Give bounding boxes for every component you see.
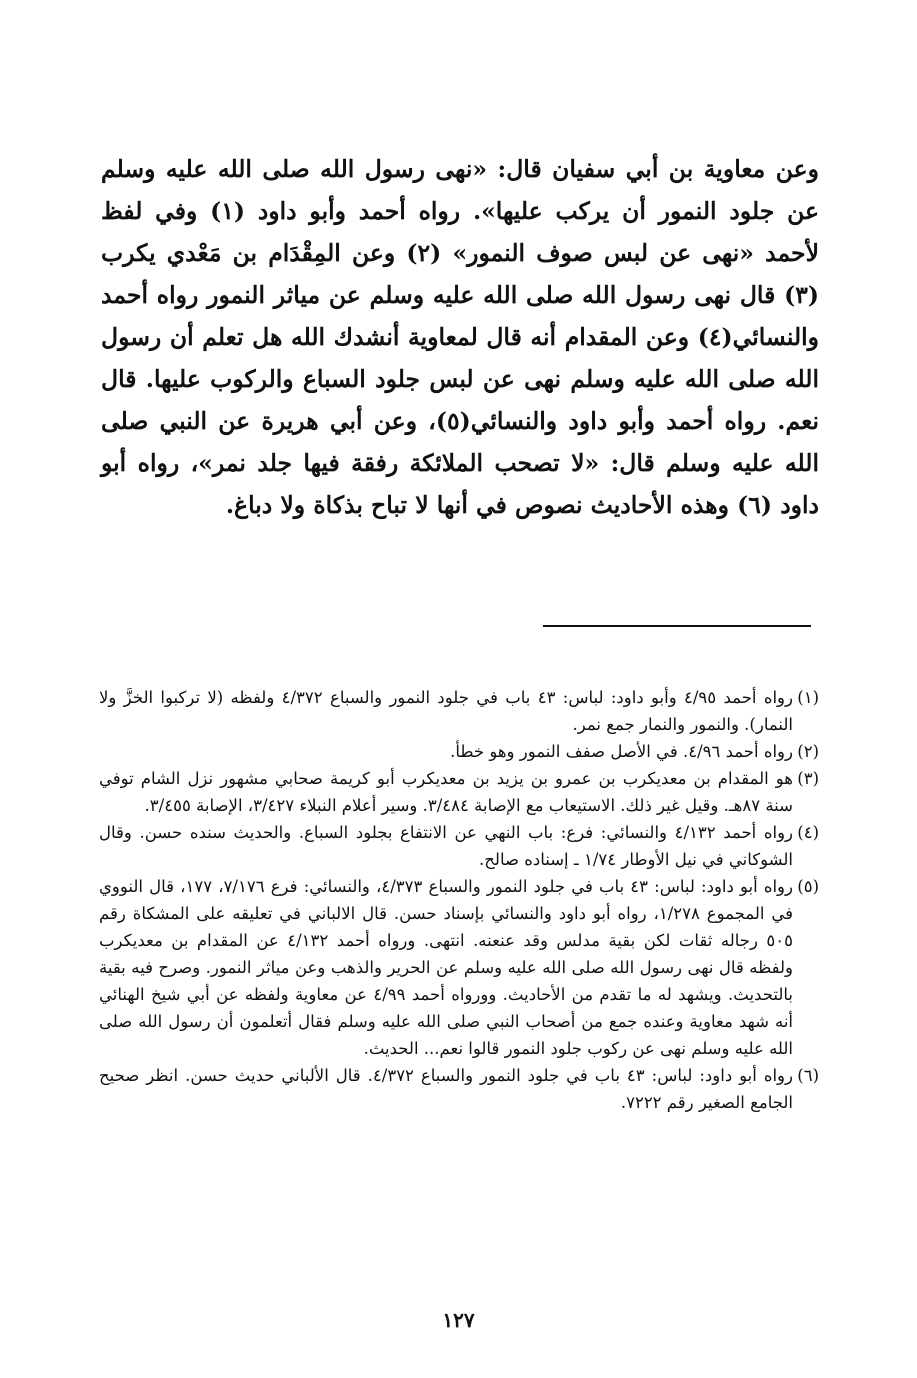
footnote-number: (٣) <box>797 769 819 788</box>
footnote-separator <box>543 625 811 627</box>
footnote-text: رواه أحمد ٤/٩٥ وأبو داود: لباس: ٤٣ باب في جلود النمور والسباع ٤/٣٧٢ ولفظه (لا تركبوا الخزَّ ولا النمار). والنمور والنمار جمع نمر. <box>99 688 793 734</box>
footnote-5 <box>99 873 819 1062</box>
footnote-text: رواه أحمد ٤/٩٦. في الأصل صفف النمور وهو خطأ. <box>450 742 793 761</box>
page-number: ١٢٧ <box>442 1308 475 1332</box>
footnote-text: هو المقدام بن معديكرب بن عمرو بن يزيد بن معديكرب أبو كريمة صحابي مشهور نزل الشام توفي سنة ٨٧هـ. وقيل غير ذلك. الاستيعاب مع الإصابة ٣/٤٨٤. وسير أعلام النبلاء ٣/٤٢٧، الإصابة ٣/٤٥٥. <box>99 769 793 815</box>
footnote-4 <box>99 819 819 873</box>
footnotes-list <box>99 684 819 1116</box>
footnote-text: رواه أبو داود: لباس: ٤٣ باب في جلود النمور والسباع ٤/٣٧٣، والنسائي: فرع ٧/١٧٦، ١٧٧، قال النووي في المجموع ١/٢٧٨، رواه أبو داود والنسائي بإسناد حسن. قال الالباني في تعليقه على المشكاة رقم ٥٠٥ رجاله ثقات لكن بقية مدلس وقد عنعنه. انتهى. ورواه أحمد ٤/١٣٢ عن المقدام بن معديكرب ولفظه قال نهى رسول الله صلى الله عليه وسلم عن الحرير والذهب وعن مياثر النمور. وصرح فيه بقية بالتحديث. ويشهد له ما تقدم من الأحاديث. وورواه أحمد ٤/٩٩ عن معاوية ولفظه عن أبي شيخ الهنائي أنه شهد معاوية وعنده جمع من أصحاب النبي صلى الله عليه وسلم فقال أتعلمون أن رسول الله صلى الله عليه وسلم نهى عن ركوب جلود النمور قالوا نعم... الحديث. <box>99 877 794 1058</box>
main-paragraph: وعن معاوية بن أبي سفيان قال: «نهى رسول الله صلى الله عليه وسلم عن جلود النمور أن يركب عليها». رواه أحمد وأبو داود (١) وفي لفظ لأحمد «نهى عن لبس صوف النمور» (٢) وعن المِقْدَام بن مَعْدي يكرب (٣) قال نهى رسول الله صلى الله عليه وسلم عن مياثر النمور رواه أحمد والنسائي(٤) وعن المقدام أنه قال لمعاوية أنشدك الله هل تعلم أن رسول الله صلى الله عليه وسلم نهى عن لبس جلود السباع والركوب عليها. قال نعم. رواه أحمد وأبو داود والنسائي(٥)، وعن أبي هريرة عن النبي صلى الله عليه وسلم قال: «لا تصحب الملائكة رفقة فيها جلد نمر»، رواه أبو داود (٦) وهذه الأحاديث نصوص في أنها لا تباح بذكاة ولا دباغ. <box>101 155 819 519</box>
footnote-number: (٥) <box>797 877 819 896</box>
footnote-number: (٢) <box>797 742 819 761</box>
footnote-number: (١) <box>797 688 819 707</box>
footnote-number: (٤) <box>797 823 819 842</box>
footnote-text: رواه أحمد ٤/١٣٢ والنسائي: فرع: باب النهي عن الانتفاع بجلود السباع. والحديث سنده حسن. وقال الشوكاني في نيل الأوطار ١/٧٤ ـ إسناده صالح. <box>99 823 794 869</box>
footnote-6 <box>99 1062 819 1116</box>
footnote-2 <box>99 738 819 765</box>
footnote-1 <box>99 684 819 738</box>
footnote-number: (٦) <box>797 1066 819 1085</box>
footnote-3 <box>99 765 819 819</box>
footnote-text: رواه أبو داود: لباس: ٤٣ باب في جلود النمور والسباع ٤/٣٧٢. قال الألباني حديث حسن. انظر صحيح الجامع الصغير رقم ٧٢٢٢. <box>99 1066 793 1112</box>
main-text-block <box>101 148 819 526</box>
